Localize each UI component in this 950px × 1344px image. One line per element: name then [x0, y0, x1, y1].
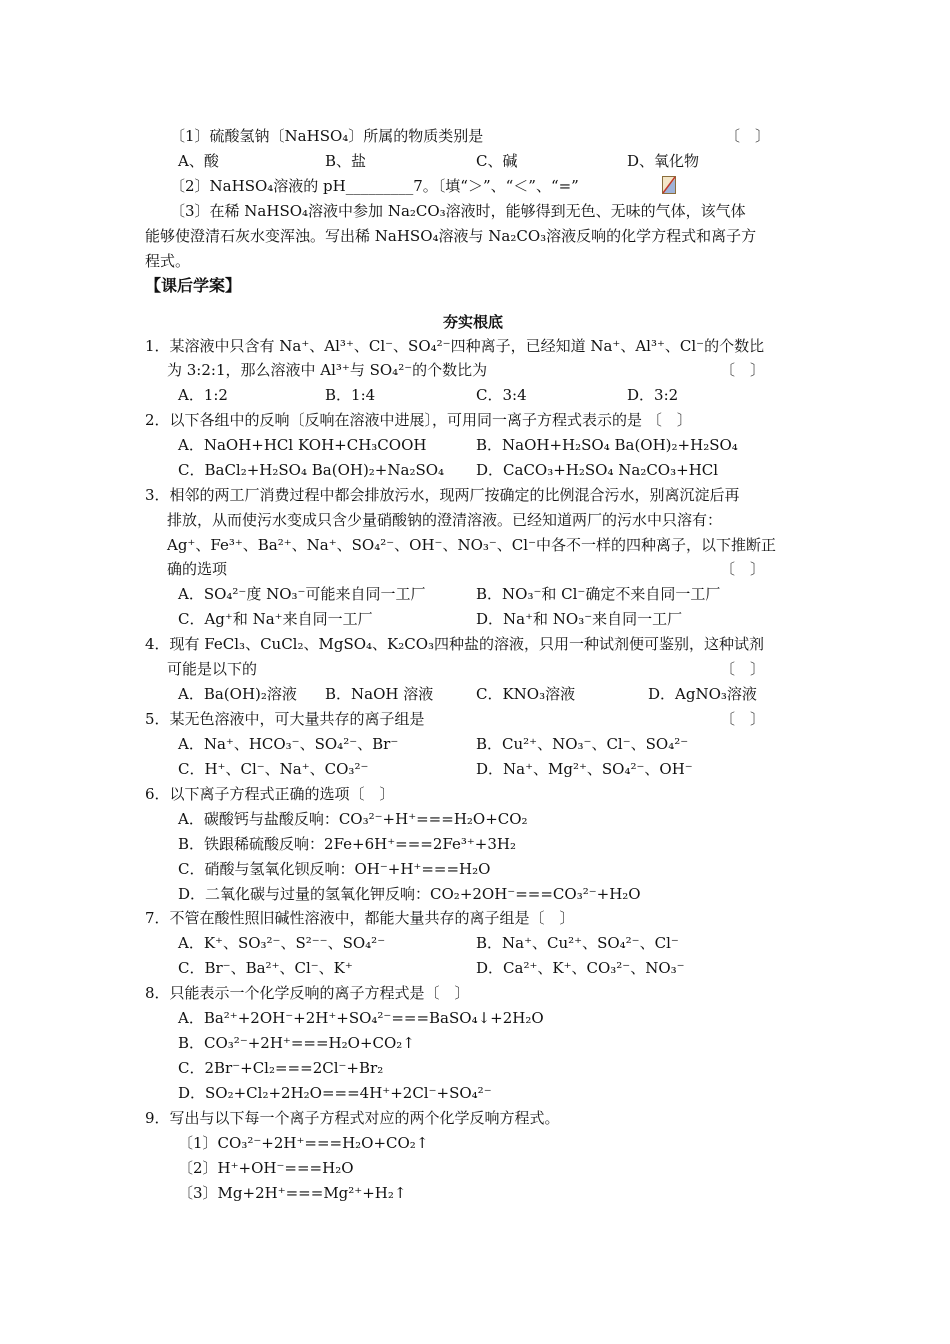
q9-sub1: 〔1〕CO₃²⁻+2H⁺===H₂O+CO₂↑ [178, 1134, 429, 1152]
q2-opt-a: A．NaOH+HCl KOH+CH₃COOH [178, 436, 427, 454]
q1-opt-b: B．1:4 [325, 386, 376, 404]
q2-opt-d: D．CaCO₃+H₂SO₄ Na₂CO₃+HCl [476, 461, 719, 479]
q7-opt-d: D．Ca²⁺、K⁺、CO₃²⁻、NO₃⁻ [476, 959, 685, 977]
q8-opt-d: D．SO₂+Cl₂+2H₂O===4H⁺+2Cl⁻+SO₄²⁻ [178, 1084, 492, 1102]
q1-line2: 为 3:2:1，那么溶液中 Al³⁺与 SO₄²⁻的个数比为 [167, 361, 488, 379]
q4-opt-b: B．NaOH 溶液 [325, 685, 434, 703]
q3-bracket: 〔 〕 [720, 560, 766, 578]
part1-opt-c: C、碱 [476, 152, 518, 170]
q6-opt-a: A．碳酸钙与盐酸反响：CO₃²⁻+H⁺===H₂O+CO₂ [178, 810, 528, 828]
q8-line1: 8．只能表示一个化学反响的离子方程式是〔 〕 [145, 984, 470, 1002]
q6-opt-b: B．铁跟稀硫酸反响：2Fe+6H⁺===2Fe³⁺+3H₂ [178, 835, 516, 853]
q5-opt-c: C．H⁺、Cl⁻、Na⁺、CO₃²⁻ [178, 760, 369, 778]
q7-opt-b: B．Na⁺、Cu²⁺、SO₄²⁻、Cl⁻ [476, 934, 679, 952]
q9-sub2: 〔2〕H⁺+OH⁻===H₂O [178, 1159, 354, 1177]
q1-opt-d: D．3:2 [627, 386, 679, 404]
part1-q2: 〔2〕NaHSO₄溶液的 pH_________7。〔填“＞”、“＜”、“=” [170, 177, 579, 195]
q4-opt-a: A．Ba(OH)₂溶液 [178, 685, 297, 703]
q5-opt-b: B．Cu²⁺、NO₃⁻、Cl⁻、SO₄²⁻ [476, 735, 689, 753]
q6-line1: 6．以下离子方程式正确的选项〔 〕 [145, 785, 395, 803]
q1-line1: 1．某溶液中只含有 Na⁺、Al³⁺、Cl⁻、SO₄²⁻四种离子，已经知道 Na⁺、Al³⁺、Cl⁻的个数比 [145, 337, 765, 355]
q1-opt-c: C．3:4 [476, 386, 527, 404]
q5-bracket: 〔 〕 [720, 710, 766, 728]
q3-opt-d: D．Na⁺和 NO₃⁻来自同一工厂 [476, 610, 683, 628]
q3-line4: 确的选项 [167, 560, 228, 578]
q3-opt-c: C．Ag⁺和 Na⁺来自同一工厂 [178, 610, 373, 628]
center-title: 夯实根底 [443, 313, 504, 331]
q3-opt-b: B．NO₃⁻和 Cl⁻确定不来自同一工厂 [476, 585, 721, 603]
q5-opt-a: A．Na⁺、HCO₃⁻、SO₄²⁻、Br⁻ [178, 735, 399, 753]
part1-q3-line1: 〔3〕在稀 NaHSO₄溶液中参加 Na₂CO₃溶液时，能够得到无色、无味的气体，该气体 [170, 202, 746, 220]
q2-opt-c: C．BaCl₂+H₂SO₄ Ba(OH)₂+Na₂SO₄ [178, 461, 445, 479]
q5-opt-d: D．Na⁺、Mg²⁺、SO₄²⁻、OH⁻ [476, 760, 693, 778]
q7-opt-a: A．K⁺、SO₃²⁻、S²⁻⁻、SO₄²⁻ [178, 934, 386, 952]
part1-q1-bracket: 〔 〕 [725, 127, 771, 145]
q7-line1: 7．不管在酸性照旧碱性溶液中，都能大量共存的离子组是〔 〕 [145, 909, 575, 927]
q9-sub3: 〔3〕Mg+2H⁺===Mg²⁺+H₂↑ [178, 1184, 407, 1202]
q4-line2: 可能是以下的 [167, 660, 258, 678]
embedded-image-icon [662, 176, 676, 194]
q8-opt-c: C．2Br⁻+Cl₂===2Cl⁻+Br₂ [178, 1059, 384, 1077]
q5-line1: 5．某无色溶液中，可大量共存的离子组是 [145, 710, 425, 728]
part1-opt-a: A、酸 [178, 152, 219, 170]
q4-opt-d: D．AgNO₃溶液 [648, 685, 757, 703]
q3-opt-a: A．SO₄²⁻度 NO₃⁻可能来自同一工厂 [178, 585, 426, 603]
q2-line1: 2．以下各组中的反响〔反响在溶液中进展〕，可用同一离子方程式表示的是 〔 〕 [145, 411, 692, 429]
q6-opt-d: D．二氧化碳与过量的氢氧化钾反响：CO₂+2OH⁻===CO₃²⁻+H₂O [178, 885, 641, 903]
q8-opt-a: A．Ba²⁺+2OH⁻+2H⁺+SO₄²⁻===BaSO₄↓+2H₂O [178, 1009, 544, 1027]
q3-line1: 3．相邻的两工厂消费过程中都会排放污水，现两厂按确定的比例混合污水，别离沉淀后再 [145, 486, 740, 504]
part1-opt-b: B、盐 [325, 152, 367, 170]
part1-opt-d: D、氧化物 [627, 152, 700, 170]
part1-q1: 〔1〕硫酸氢钠〔NaHSO₄〕所属的物质类别是 [170, 127, 484, 145]
q9-line1: 9．写出与以下每一个离子方程式对应的两个化学反响方程式。 [145, 1109, 560, 1127]
q4-bracket: 〔 〕 [720, 660, 766, 678]
section-title: 【课后学案】 [145, 276, 242, 295]
part1-q3-line3: 程式。 [145, 252, 191, 270]
q6-opt-c: C．硝酸与氢氧化钡反响：OH⁻+H⁺===H₂O [178, 860, 491, 878]
q1-bracket: 〔 〕 [720, 361, 766, 379]
q1-opt-a: A．1:2 [178, 386, 228, 404]
q8-opt-b: B．CO₃²⁻+2H⁺===H₂O+CO₂↑ [178, 1034, 415, 1052]
q4-line1: 4．现有 FeCl₃、CuCl₂、MgSO₄、K₂CO₃四种盐的溶液，只用一种试剂便可鉴别，这种试剂 [145, 635, 765, 653]
q2-opt-b: B．NaOH+H₂SO₄ Ba(OH)₂+H₂SO₄ [476, 436, 738, 454]
part1-q3-line2: 能够使澄清石灰水变浑浊。写出稀 NaHSO₄溶液与 Na₂CO₃溶液反响的化学方程式和离子方 [145, 227, 757, 245]
q3-line2: 排放，从而使污水变成只含少量硝酸钠的澄清溶液。已经知道两厂的污水中只溶有： [167, 511, 723, 529]
q3-line3: Ag⁺、Fe³⁺、Ba²⁺、Na⁺、SO₄²⁻、OH⁻、NO₃⁻、Cl⁻中各不一样的四种离子，以下推断正 [167, 536, 776, 554]
q7-opt-c: C．Br⁻、Ba²⁺、Cl⁻、K⁺ [178, 959, 353, 977]
q4-opt-c: C．KNO₃溶液 [476, 685, 576, 703]
